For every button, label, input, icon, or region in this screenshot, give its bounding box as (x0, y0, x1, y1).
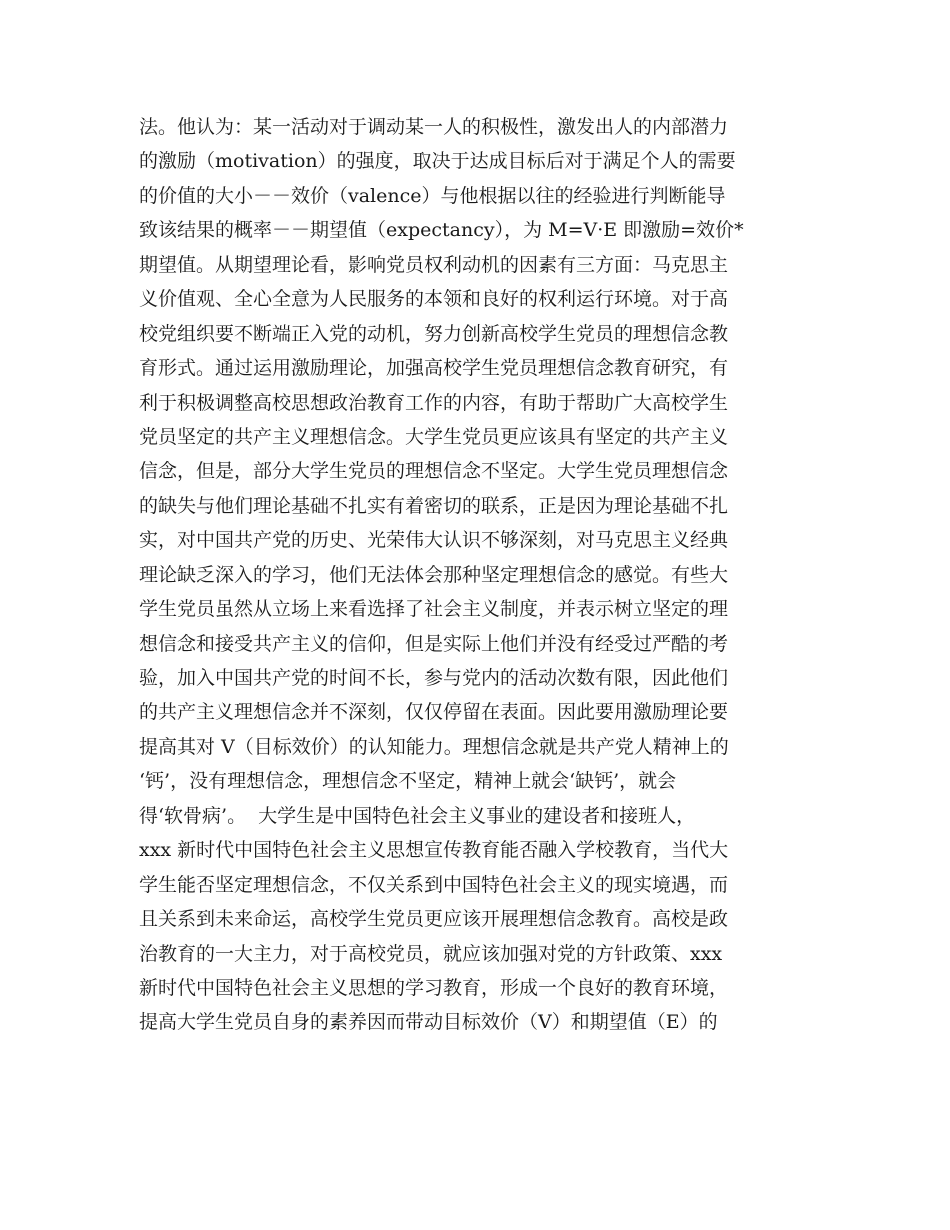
text-line: ‘钙’，没有理想信念，理想信念不坚定，精神上就会‘缺钙’，就会 (139, 770, 677, 793)
text-line: 提高其对 V（目标效价）的认知能力。理想信念就是共产党人精神上的 (139, 735, 729, 758)
text-line: 理论缺乏深入的学习，他们无法体会那种坚定理想信念的感觉。有些大 (139, 563, 729, 586)
text-line: 实，对中国共产党的历史、光荣伟大认识不够深刻，对马克思主义经典 (139, 529, 729, 552)
text-line: 校党组织要不断端正入党的动机，努力创新高校学生党员的理想信念教 (139, 322, 729, 345)
text-line: 得‘软骨病’。 大学生是中国特色社会主义事业的建设者和接班人， (139, 804, 696, 827)
text-line: 义价值观、全心全意为人民服务的本领和良好的权利运行环境。对于高 (139, 288, 729, 311)
text-line: 致该结果的概率－－期望值（expectancy），为 M=V·E 即激励=效价* (139, 219, 744, 242)
text-line: 验，加入中国共产党的时间不长，参与党内的活动次数有限，因此他们 (139, 667, 729, 689)
text-line: 法。他认为：某一活动对于调动某一人的积极性，激发出人的内部潜力 (139, 116, 729, 138)
text-line: 的共产主义理想信念并不深刻，仅仅停留在表面。因此要用激励理论要 (139, 701, 729, 724)
body-text (139, 110, 839, 1040)
text-line: 提高大学生党员自身的素养因而带动目标效价（V）和期望值（E）的 (139, 1011, 718, 1034)
text-line: 想信念和接受共产主义的信仰，但是实际上他们并没有经受过严酷的考 (139, 632, 729, 655)
text-line: 信念，但是，部分大学生党员的理想信念不坚定。大学生党员理想信念 (139, 460, 729, 483)
text-line: xxx 新时代中国特色社会主义思想宣传教育能否融入学校教育，当代大 (139, 839, 729, 862)
text-line: 学生能否坚定理想信念，不仅关系到中国特色社会主义的现实境遇，而 (139, 873, 729, 896)
text-line: 治教育的一大主力，对于高校党员，就应该加强对党的方针政策、xxx (139, 942, 723, 965)
text-line: 的缺失与他们理论基础不扎实有着密切的联系，正是因为理论基础不扎 (139, 494, 729, 517)
text-line: 期望值。从期望理论看，影响党员权利动机的因素有三方面：马克思主 (139, 253, 729, 276)
text-line: 党员坚定的共产主义理想信念。大学生党员更应该具有坚定的共产主义 (139, 425, 729, 448)
text-line: 的激励（motivation）的强度，取决于达成目标后对于满足个人的需要 (139, 150, 736, 173)
text-line: 新时代中国特色社会主义思想的学习教育，形成一个良好的教育环境， (139, 976, 729, 999)
text-line: 利于积极调整高校思想政治教育工作的内容，有助于帮助广大高校学生 (139, 391, 729, 414)
text-line: 且关系到未来命运，高校学生党员更应该开展理想信念教育。高校是政 (139, 908, 729, 931)
text-line: 的价值的大小－－效价（valence）与他根据以往的经验进行判断能导 (139, 184, 726, 207)
text-line: 育形式。通过运用激励理论，加强高校学生党员理想信念教育研究，有 (139, 357, 729, 380)
text-line: 学生党员虽然从立场上来看选择了社会主义制度，并表示树立坚定的理 (139, 598, 729, 621)
